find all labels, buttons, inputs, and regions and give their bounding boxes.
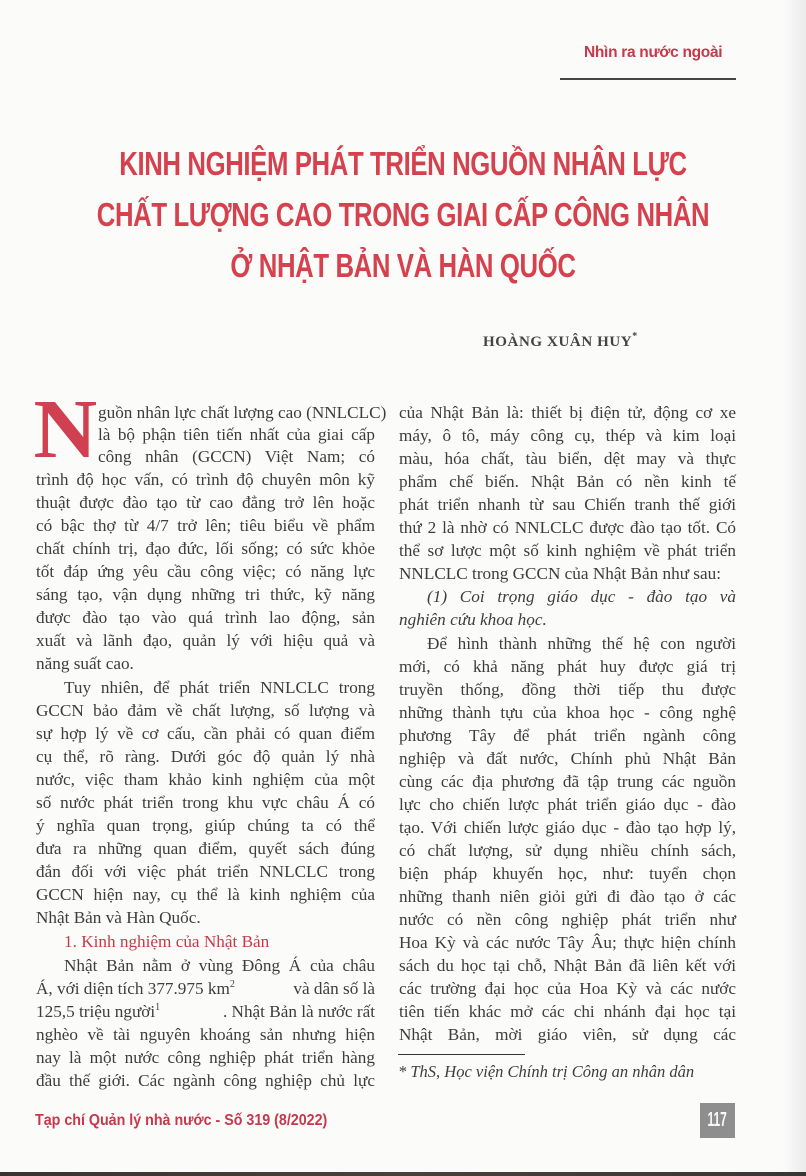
body-line: Tuy nhiên, để phát triển NNLCLC trong <box>64 678 375 697</box>
body-line: đưa ra những quan điểm, quyết sách đúng <box>36 839 375 858</box>
body-line: đầu thế giới. Các ngành công nghiệp chủ lực <box>36 1071 375 1090</box>
journal-footer: Tạp chí Quản lý nhà nước - Số 319 (8/2022) <box>35 1112 328 1129</box>
body-line: chất chính trị, đạo đức, lối sống; có sức khỏe <box>36 539 375 558</box>
body-line: có bậc thợ từ 4/7 trở lên; tiêu biểu về phẩm <box>36 516 375 535</box>
body-line: màu, hóa chất, tàu biển, dệt may và thực <box>399 449 736 468</box>
body-line: nước, việc tham khảo kinh nghiệm của một <box>36 770 375 789</box>
page-bottom-edge <box>0 1172 806 1176</box>
title-line-1: KINH NGHIỆM PHÁT TRIỂN NGUỒN NHÂN LỰC <box>119 145 687 182</box>
drop-cap: N <box>33 383 98 476</box>
body-line: sách du học tại chỗ, Nhật Bản đã liên kết với <box>399 956 736 975</box>
body-line: 125,5 triệu người$^1$ . Nhật Bản là nước rất <box>36 1002 375 1021</box>
body-line: sự hợp lý về cơ cấu, cần phải có quan điểm <box>36 724 375 743</box>
body-line: sáng tạo, vận dụng những tri thức, kỹ năng <box>36 585 375 604</box>
body-line: phương Tây để phát triển ngành công <box>399 726 736 745</box>
body-line: Để hình thành những thế hệ con người <box>427 634 736 653</box>
author-name: HOÀNG XUÂN HUY <box>483 334 633 350</box>
body-line: thuật được đào tạo từ cao đẳng trở lên hoặc <box>36 493 375 512</box>
body-line: là bộ phận tiên tiến nhất của giai cấp <box>98 425 375 444</box>
body-line: truyền thống, đồng thời tiếp thu được <box>399 680 736 699</box>
body-line: có chất lượng, sử dụng nhiều chính sách, <box>399 841 736 860</box>
body-line: năng suất cao. <box>36 654 134 673</box>
title-line-2: CHẤT LƯỢNG CAO TRONG GIAI CẤP CÔNG NHÂN <box>96 196 710 233</box>
body-line: các trường đại học của Hoa Kỳ và các nước <box>399 979 736 998</box>
body-line: Hoa Kỳ và các nước Tây Âu; thực hiện chính <box>399 933 736 952</box>
body-line: được đào tạo vào quá trình lao động, sản <box>36 608 375 627</box>
page-edge-shadow <box>784 0 806 1176</box>
article-title <box>89 138 718 291</box>
body-line: GCCN hiện nay, cụ thể là kinh nghiệm của <box>36 885 375 904</box>
body-line: nghèo về tài nguyên khoáng sản nhưng hiện <box>36 1025 375 1044</box>
body-line: guồn nhân lực chất lượng cao (NNLCLC) <box>98 403 387 422</box>
footnote-rule <box>398 1054 525 1055</box>
body-line: nghiệp và đất nước, Chính phủ Nhật Bản <box>399 749 736 768</box>
body-line: thứ 2 là nhờ có NNLCLC được đào tạo tốt. Có <box>399 518 736 537</box>
body-line: của Nhật Bản là: thiết bị điện tử, động cơ xe <box>399 403 736 422</box>
body-line: cùng các địa phương đã tập trung các nguồn <box>399 772 736 791</box>
section-heading: 1. Kinh nghiệm của Nhật Bản <box>64 932 270 951</box>
author-footnote-mark: * <box>632 331 638 342</box>
subheading-line: nghiên cứu khoa học. <box>399 610 547 629</box>
body-line: những thanh niên giỏi gửi đi đào tạo ở các <box>399 887 736 906</box>
body-line: phát triển nhanh từ sau Chiến tranh thế giới <box>399 495 736 514</box>
body-line: tiên tiến khác mở các chi nhánh đại học tại <box>399 1002 736 1021</box>
body-line: ý nghĩa quan trọng, giúp chúng ta có thể <box>36 816 375 835</box>
body-line: Á, với diện tích 377.975 $km^2$ và dân số là <box>36 979 375 998</box>
body-line: đắn đối với việc phát triển NNLCLC trong <box>36 862 375 881</box>
body-line: nay là một nước công nghiệp phát triển hàng <box>36 1048 375 1067</box>
body-line: Nhật Bản nằm ở vùng Đông Á của châu <box>64 956 375 975</box>
body-line: tốt đáp ứng yêu cầu công việc; có năng lực <box>36 562 375 581</box>
body-line: máy, ô tô, máy công cụ, thép và kim loại <box>399 426 736 445</box>
body-line: cụ thể, rõ ràng. Dưới góc độ quản lý nhà <box>36 747 375 766</box>
body-line: GCCN bảo đảm về chất lượng, số lượng và <box>36 701 375 720</box>
body-line: Nhật Bản và Hàn Quốc. <box>36 908 201 927</box>
body-line: Nhật Bản, mời giáo viên, sử dụng các <box>399 1025 736 1044</box>
body-line: những thành tựu của khoa học - công nghệ <box>399 703 736 722</box>
body-line: mới, có khả năng phát huy được giá trị <box>399 657 736 676</box>
section-label: Nhìn ra nước ngoài <box>584 44 723 61</box>
body-line: lực cho chiến lược phát triển giáo dục - đào <box>399 795 736 814</box>
body-line: thể sơ lược một số kinh nghiệm về phát triển <box>399 541 736 560</box>
body-line: tạo. Với chiến lược giáo dục - đào tạo hợp lý, <box>399 818 736 837</box>
page-number: 117 <box>700 1103 735 1138</box>
body-line: nước có nền công nghiệp phát triển như <box>399 910 736 929</box>
body-line: số nước phát triển trong khu vực châu Á có <box>36 793 375 812</box>
body-line: trình độ học vấn, có trình độ chuyên môn kỹ <box>36 470 375 489</box>
body-line: biện pháp khuyến học, như: tuyển chọn <box>399 864 736 883</box>
subheading-line: (1) Coi trọng giáo dục - đào tạo và <box>427 587 736 606</box>
body-line: phẩm chế biến. Nhật Bản có nền kinh tế <box>399 472 736 491</box>
footnote: * ThS, Học viện Chính trị Công an nhân dân <box>398 1062 695 1081</box>
body-line: NNLCLC trong GCCN của Nhật Bản như sau: <box>399 564 721 583</box>
author-byline <box>483 331 637 351</box>
body-line: xuất và lãnh đạo, quản lý với hiệu quả và <box>36 631 375 650</box>
section-rule <box>560 78 736 80</box>
title-line-3: Ở NHẬT BẢN VÀ HÀN QUỐC <box>230 247 576 284</box>
body-line: công nhân (GCCN) Việt Nam; có <box>98 447 375 466</box>
